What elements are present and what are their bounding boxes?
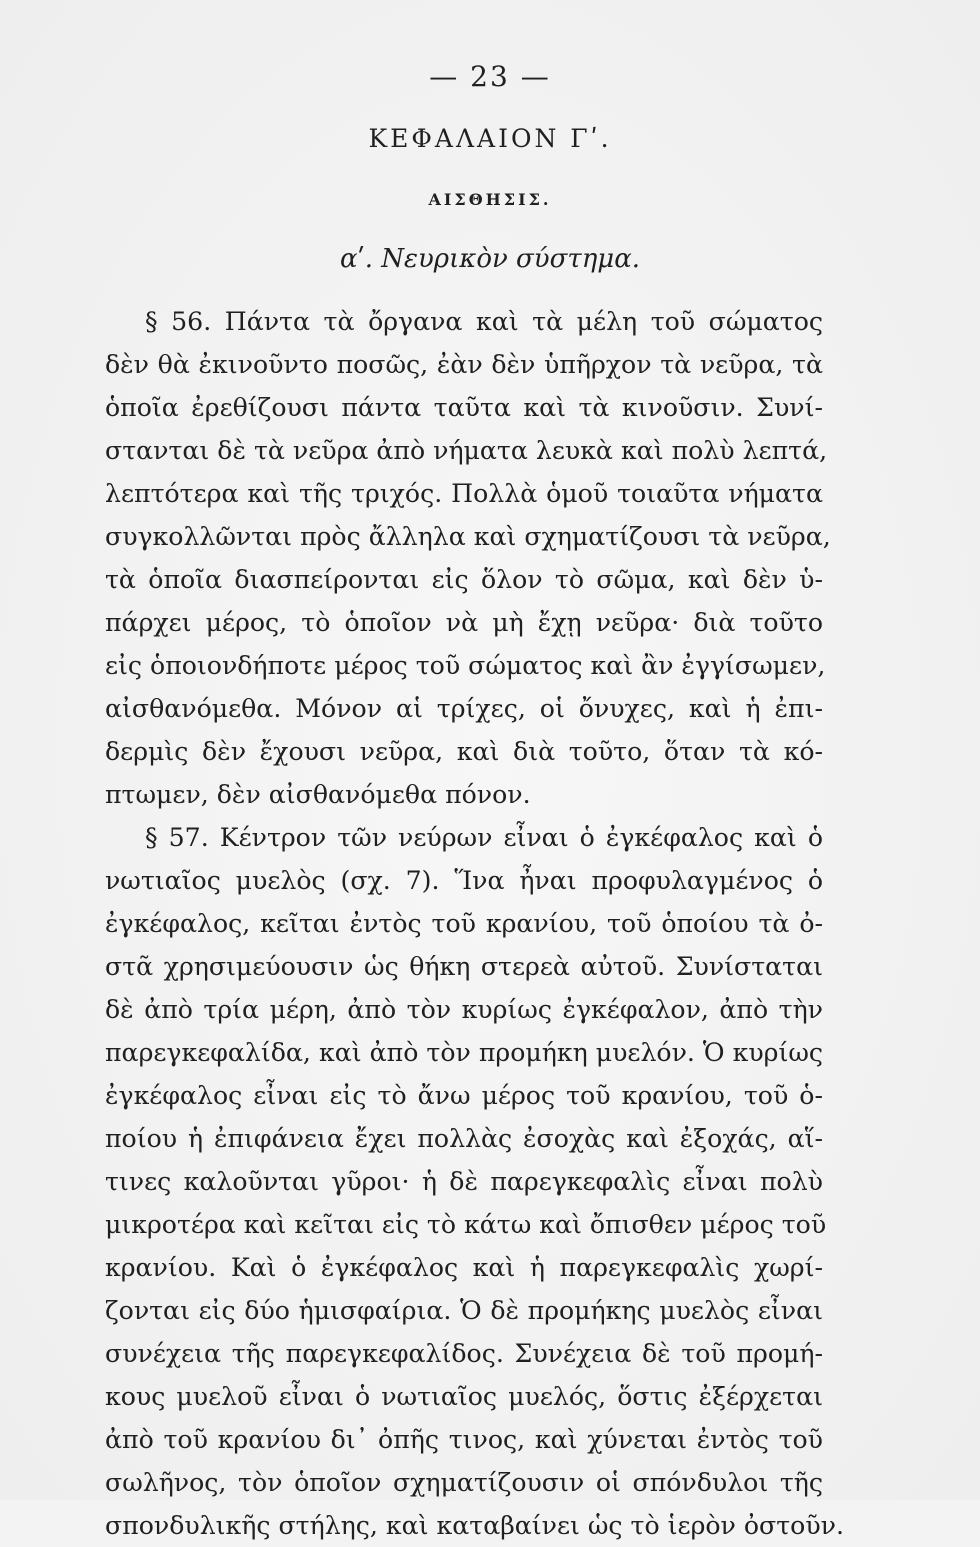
text-line: § 57. Κέντρον τῶν νεύρων εἶναι ὁ ἐγκέφαλος καὶ ὁ (145, 823, 823, 852)
text-line: κους μυελοῦ εἶναι ὁ νωτιαῖος μυελός, ὅστις ἐξέρχεται (105, 1382, 823, 1411)
text-line: ποίου ἡ ἐπιφάνεια ἔχει πολλὰς ἐσοχὰς καὶ ἐξοχάς, αἵ- (105, 1124, 823, 1153)
text-line: πτωμεν, δὲν αἰσθανόμεθα πόνον. (105, 780, 531, 809)
text-line: σπονδυλικῆς στήλης, καὶ καταβαίνει ὡς τὸ ἱερὸν ὀστοῦν. (105, 1511, 844, 1540)
body-text (105, 300, 844, 1547)
text-line: ἀπὸ τοῦ κρανίου δι᾽ ὀπῆς τινος, καὶ χύνεται ἐντὸς τοῦ (105, 1425, 823, 1454)
text-line: δερμὶς δὲν ἔχουσι νεῦρα, καὶ διὰ τοῦτο, ὅταν τὰ κό- (105, 737, 823, 766)
text-line: σωλῆνος, τὸν ὁποῖον σχηματίζουσιν οἱ σπόνδυλοι τῆς (105, 1468, 823, 1497)
text-line: ἐγκέφαλος εἶναι εἰς τὸ ἄνω μέρος τοῦ κρανίου, τοῦ ὁ- (105, 1081, 823, 1110)
text-line: παρεγκεφαλίδα, καὶ ἀπὸ τὸν προμήκη μυελόν. Ὁ κυρίως (105, 1038, 823, 1067)
text-line: μικροτέρα καὶ κεῖται εἰς τὸ κάτω καὶ ὄπισθεν μέρος τοῦ (105, 1210, 827, 1239)
text-line: αἰσθανόμεθα. Μόνον αἱ τρίχες, οἱ ὄνυχες, καὶ ἡ ἐπι- (105, 694, 823, 723)
page-number: — 23 — (429, 60, 551, 93)
text-line: συγκολλῶνται πρὸς ἄλληλα καὶ σχηματίζουσι τὰ νεῦρα, (105, 522, 831, 551)
text-line: δὲν θὰ ἐκινοῦντο ποσῶς, ἐὰν δὲν ὑπῆρχον τὰ νεῦρα, τὰ (105, 350, 823, 379)
text-line: λεπτότερα καὶ τῆς τριχός. Πολλὰ ὁμοῦ τοιαῦτα νήματα (105, 479, 823, 508)
text-line: τὰ ὁποῖα διασπείρονται εἰς ὅλον τὸ σῶμα, καὶ δὲν ὑ- (105, 565, 823, 594)
text-line: κρανίου. Καὶ ὁ ἐγκέφαλος καὶ ἡ παρεγκεφαλὶς χωρί- (105, 1253, 823, 1282)
text-line: νωτιαῖος μυελὸς (σχ. 7). Ἵνα ἦναι προφυλαγμένος ὁ (105, 866, 823, 895)
text-line: ὁποῖα ἐρεθίζουσι πάντα ταῦτα καὶ τὰ κινοῦσιν. Συνί- (105, 393, 823, 422)
subsection-title: αʹ. Νευρικὸν σύστημα. (339, 244, 641, 274)
text-line: πάρχει μέρος, τὸ ὁποῖον νὰ μὴ ἔχῃ νεῦρα· διὰ τοῦτο (105, 608, 823, 637)
text-line: στανται δὲ τὰ νεῦρα ἀπὸ νήματα λευκὰ καὶ πολὺ λεπτά, (105, 436, 828, 465)
text-line: στᾶ χρησιμεύουσιν ὡς θήκη στερεὰ αὐτοῦ. Συνίσταται (105, 952, 823, 981)
text-line: συνέχεια τῆς παρεγκεφαλίδος. Συνέχεια δὲ τοῦ προμή- (105, 1339, 823, 1368)
text-line: τινες καλοῦνται γῦροι· ἡ δὲ παρεγκεφαλὶς εἶναι πολὺ (105, 1167, 823, 1196)
text-line: εἰς ὁποιονδήποτε μέρος τοῦ σώματος καὶ ἂν ἐγγίσωμεν, (105, 651, 826, 680)
text-line: § 56. Πάντα τὰ ὄργανα καὶ τὰ μέλη τοῦ σώματος (145, 307, 823, 336)
chapter-title: ΚΕΦΑΛΑΙΟΝ Γʹ. (368, 124, 612, 153)
text-line: ζονται εἰς δύο ἡμισφαίρια. Ὁ δὲ προμήκης μυελὸς εἶναι (105, 1296, 823, 1325)
text-line: δὲ ἀπὸ τρία μέρη, ἀπὸ τὸν κυρίως ἐγκέφαλον, ἀπὸ τὴν (105, 995, 823, 1024)
section-title: ΑΙΣΘΗΣΙΣ. (428, 190, 552, 209)
text-line: ἐγκέφαλος, κεῖται ἐντὸς τοῦ κρανίου, τοῦ ὁποίου τὰ ὀ- (105, 909, 823, 938)
